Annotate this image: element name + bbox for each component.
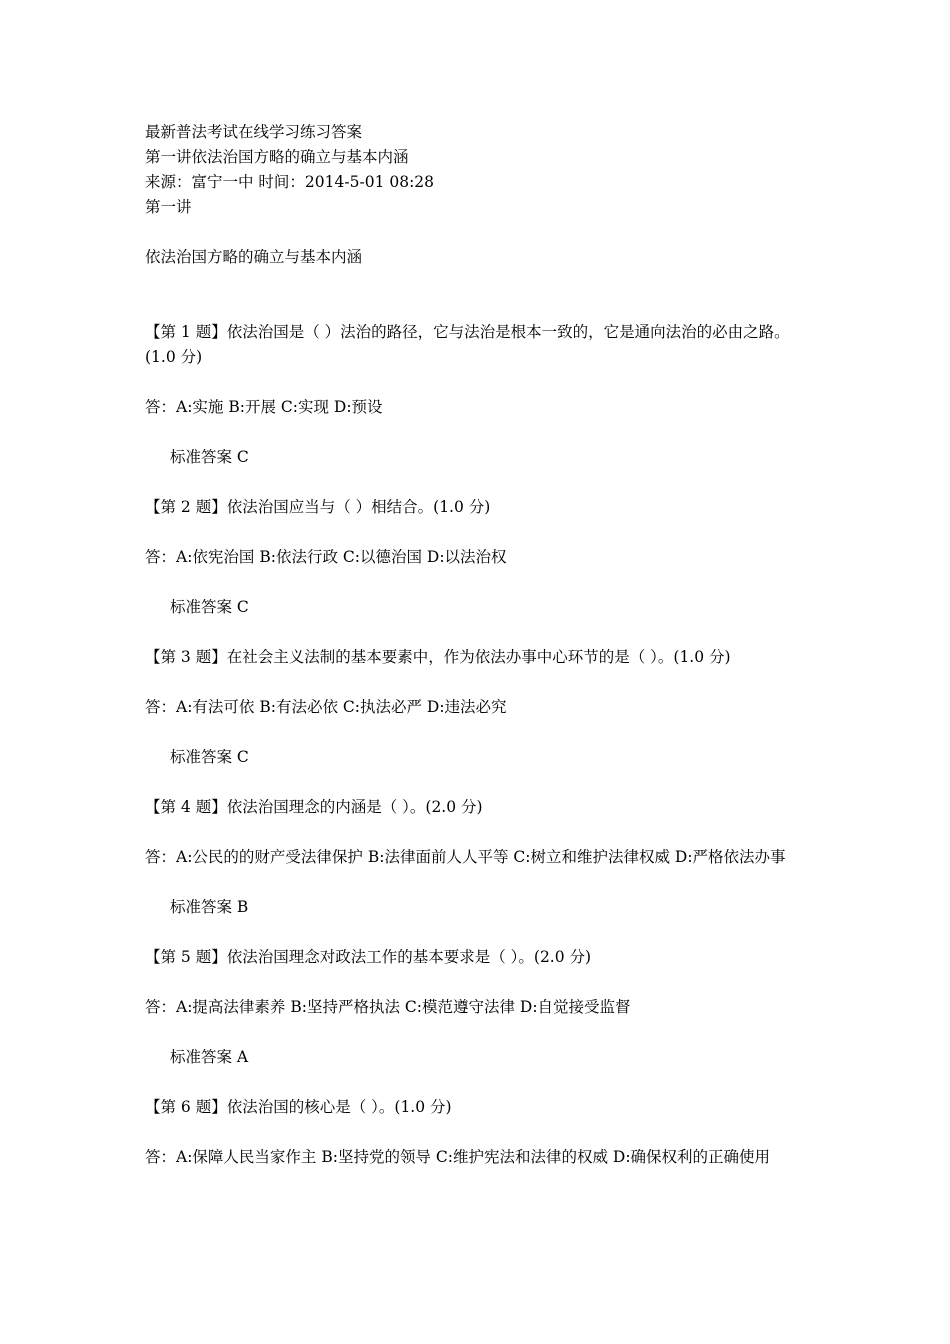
spacer xyxy=(145,270,815,320)
question-2 xyxy=(145,495,815,520)
source-line: 来源：富宁一中 时间：2014-5-01 08:28 xyxy=(145,173,435,191)
answer-options-1 xyxy=(145,395,815,420)
standard-answer: 标准答案 B xyxy=(170,898,249,916)
question-text: 【第 6 题】依法治国的核心是（ ）。(1.0 分) xyxy=(145,1098,452,1116)
standard-answer-5 xyxy=(145,1045,815,1070)
answer-options: 答：A:公民的的财产受法律保护 B:法律面前人人平等 C:树立和维护法律权威 D:严格依法办事 xyxy=(145,848,786,866)
question-3 xyxy=(145,645,815,670)
standard-answer: 标准答案 C xyxy=(170,598,249,616)
question-text: 【第 1 题】依法治国是（ ）法治的路径，它与法治是根本一致的，它是通向法治的必由之路。(1.0 分) xyxy=(145,323,790,366)
standard-answer-4 xyxy=(145,895,815,920)
spacer xyxy=(145,220,815,245)
question-4 xyxy=(145,795,815,820)
answer-options: 答：A:提高法律素养 B:坚持严格执法 C:模范遵守法律 D:自觉接受监督 xyxy=(145,998,631,1016)
answer-options: 答：A:有法可依 B:有法必依 C:执法必严 D:违法必究 xyxy=(145,698,507,716)
answer-options: 答：A:依宪治国 B:依法行政 C:以德治国 D:以法治权 xyxy=(145,548,507,566)
question-text: 【第 5 题】依法治国理念对政法工作的基本要求是（ ）。(2.0 分) xyxy=(145,948,592,966)
standard-answer: 标准答案 C xyxy=(170,448,249,466)
lecture-number: 第一讲 xyxy=(145,198,192,216)
answer-options: 答：A:保障人民当家作主 B:坚持党的领导 C:维护宪法和法律的权威 D:确保权利的正确使用 xyxy=(145,1148,771,1166)
question-5 xyxy=(145,945,815,970)
document-body xyxy=(145,120,815,1170)
question-text: 【第 4 题】依法治国理念的内涵是（ ）。(2.0 分) xyxy=(145,798,483,816)
doc-title: 最新普法考试在线学习练习答案 xyxy=(145,123,363,141)
answer-options-3 xyxy=(145,695,815,720)
question-6 xyxy=(145,1095,815,1120)
question-text: 【第 3 题】在社会主义法制的基本要素中，作为依法办事中心环节的是（ ）。(1.0 分) xyxy=(145,648,731,666)
answer-options-4 xyxy=(145,845,815,870)
answer-options-2 xyxy=(145,545,815,570)
standard-answer: 标准答案 C xyxy=(170,748,249,766)
standard-answer: 标准答案 A xyxy=(170,1048,249,1066)
lecture-title: 第一讲依法治国方略的确立与基本内涵 xyxy=(145,148,409,166)
answer-options-5 xyxy=(145,995,815,1020)
question-1 xyxy=(145,320,815,370)
standard-answer-3 xyxy=(145,745,815,770)
lecture-subtitle: 依法治国方略的确立与基本内涵 xyxy=(145,248,363,266)
answer-options: 答：A:实施 B:开展 C:实现 D:预设 xyxy=(145,398,383,416)
standard-answer-2 xyxy=(145,595,815,620)
standard-answer-1 xyxy=(145,445,815,470)
question-text: 【第 2 题】依法治国应当与（ ）相结合。(1.0 分) xyxy=(145,498,491,516)
answer-options-6 xyxy=(145,1145,815,1170)
